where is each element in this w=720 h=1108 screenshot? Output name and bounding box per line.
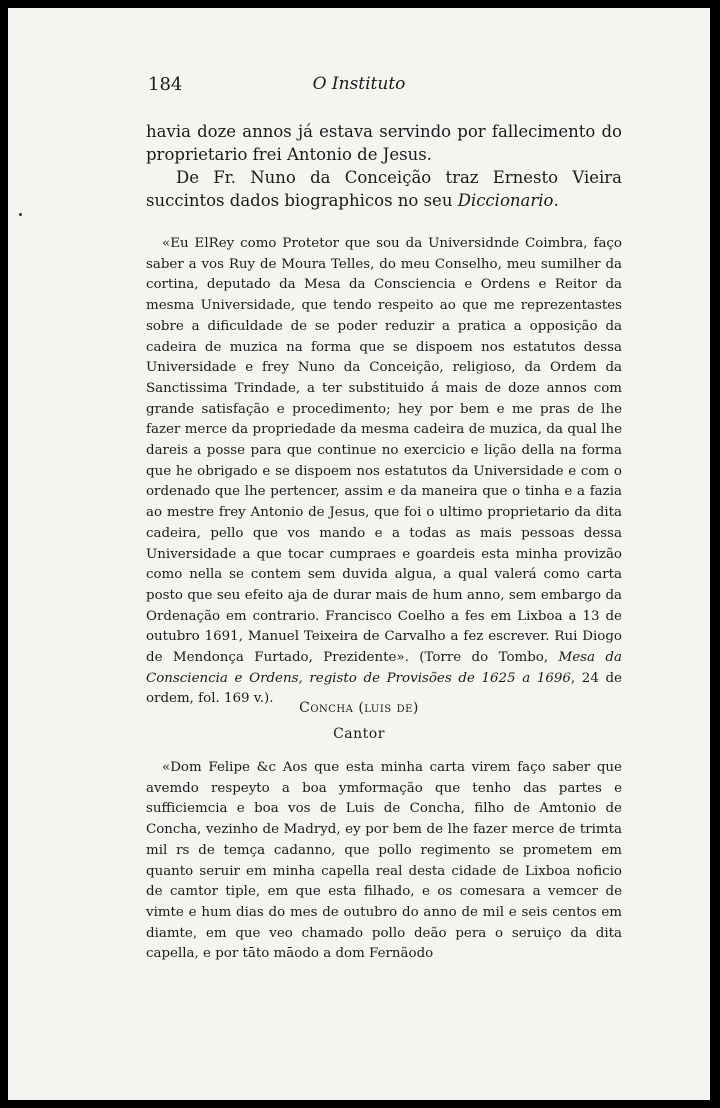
intro-p2-text: De Fr. Nuno da Conceição traz Ernesto Vieira succintos dados biographicos no seu xyxy=(146,168,622,210)
section-heading xyxy=(8,700,710,716)
document-2 xyxy=(146,758,622,965)
running-title: O Instituto xyxy=(312,74,406,94)
section-name: Concha xyxy=(299,700,354,716)
book-page xyxy=(8,8,710,1100)
dictionary-title: Diccionario xyxy=(457,191,554,210)
intro-paragraph-2 xyxy=(146,166,622,212)
intro-section xyxy=(146,120,622,212)
document-1 xyxy=(146,234,622,710)
margin-speck xyxy=(19,213,22,216)
document-1-paragraph xyxy=(146,234,622,710)
intro-paragraph-1: havia doze annos já estava servindo por fallecimento do proprietario frei Antonio de Jesus. xyxy=(146,122,622,164)
section-qualifier: (luis de) xyxy=(358,700,419,716)
document-1-source-end: , 24 de ordem, fol. 169 v.). xyxy=(146,670,622,707)
page-number: 184 xyxy=(148,74,183,95)
document-1-text: «Eu ElRey como Protetor que sou da Universidnde Coimbra, faço saber a vos Ruy de Moura Telles, do meu Conselho, meu sumilher da cortina, deputado da Mesa da Consciencia e Ordens e Reitor da mesma Universidade, que tendo respeito ao que me reprezentastes sobre a dificuldade de se poder reduzir a pratica a opposição da cadeira de muzica na forma que se dispoem nos estatutos dessa Universidade e frey Nuno da Conceição, religioso, da Ordem da Sanctissima Trindade, a ter substituido á mais de doze annos com grande satisfação e procedimento; hey por bem e me pras de lhe fazer merce da propriedade da mesma cadeira de muzica, da qual lhe dareis a posse para que continue no exercicio e lição della na forma que he obrigado e se dispoem nos estatutos da Universidade e com o ordenado que lhe pertencer, assim e da maneira que o tinha e a fazia ao mestre frey Antonio de Jesus, que foi o ultimo proprietario da dita cadeira, pello que vos mando e a todas as mais pessoas dessa Universidade a que tocar cumpraes e goardeis esta minha provizão como nella se contem sem duvida algua, a qual valerá como carta posto que seu efeito aja de durar mais de hum anno, sem embargo da Ordenação em contrario. Francisco Coelho a fes em Lixboa a 13 de outubro 1691, Manuel Teixeira de Carvalho a fez escrever. Rui Diogo de Mendonça Furtado, Prezidente». (Torre do Tombo, xyxy=(146,236,622,666)
intro-p2-end: . xyxy=(553,191,559,210)
document-2-paragraph: «Dom Felipe &c Aos que esta minha carta virem faço saber que avemdo respeyto a boa ymformação que tenho das partes e sufficiemcia e boa vos de Luis de Concha, filho de Amtonio de Concha, vezinho de Madryd, ey por bem de lhe fazer merce de trimta mil rs de temça cadanno, que pollo regimento se prometem em quanto seruir em minha capella real desta cidade de Lixboa noficio de camtor tiple, em que esta filhado, e os comesara a vemcer de vimte e hum dias do mes de outubro do anno de mil e seis centos em diamte, em que veo chamado pollo deão pera o seruiço da dita capella, e por tāto māodo a dom Fernãodo xyxy=(146,760,622,962)
document-1-source: Mesa da Consciencia e Ordens, registo de Provisões de 1625 a 1696 xyxy=(146,650,622,686)
section-role: Cantor xyxy=(333,726,385,742)
